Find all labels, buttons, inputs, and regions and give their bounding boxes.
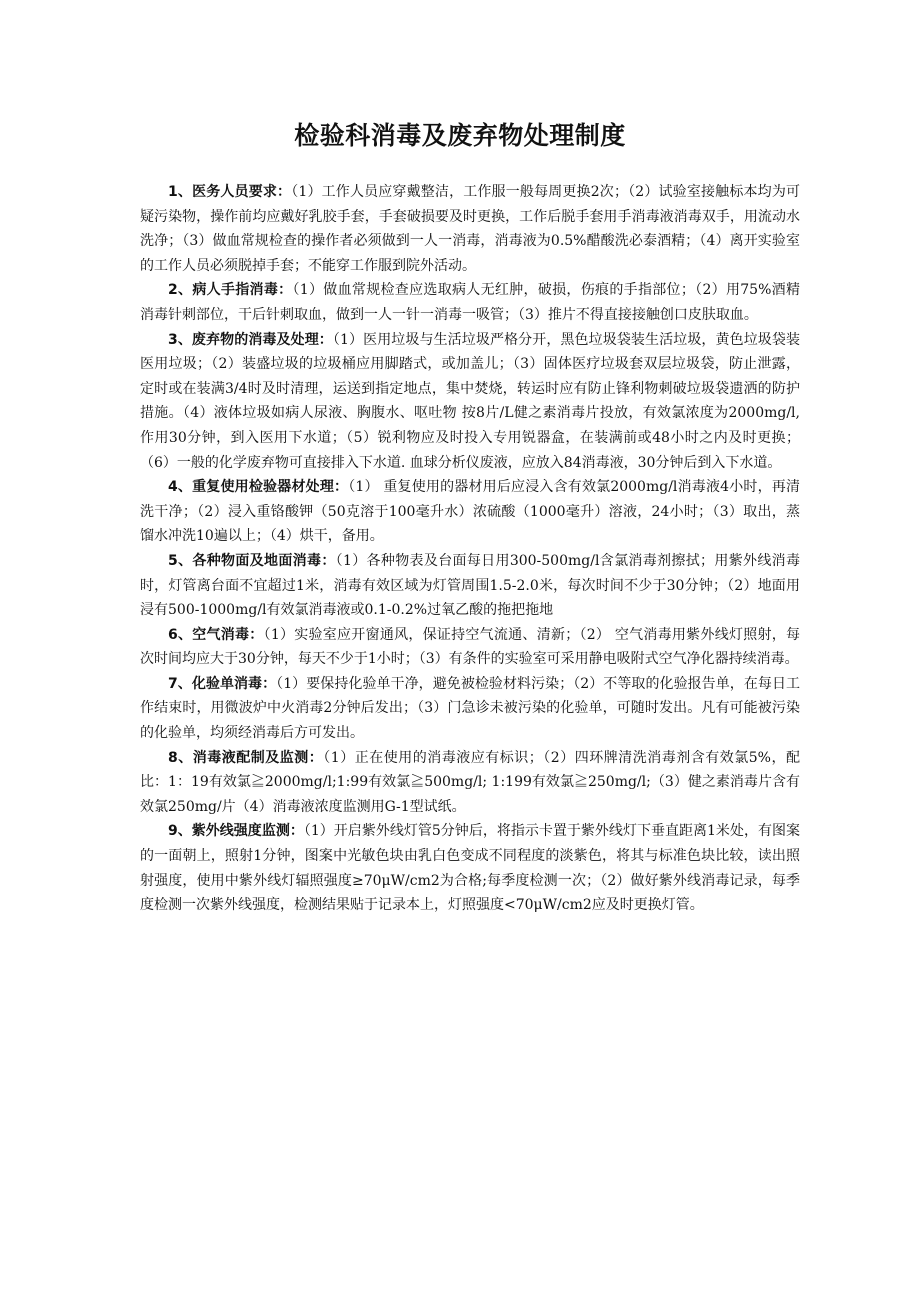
section-2-heading: 2、病人手指消毒： xyxy=(168,282,293,299)
section-1-text: （1）工作人员应穿戴整洁，工作服一般每周更换2次；（2）试验室接触标本均为可疑污染物，操作前均应戴好乳胶手套，手套破损要及时更换，工作后脱手套用手消毒液消毒双手，用流动水洗净；（3）做血常规检查的操作者必须做到一人一消毒，消毒液为0.5%醋酸洗必泰酒精；（4）离开实验室的工作人员必须脱掉手套；不能穿工作服到院外活动。 xyxy=(140,184,800,274)
section-7-heading: 7、化验单消毒： xyxy=(168,675,277,692)
section-9-text: （1）开启紫外线灯管5分钟后，将指示卡置于紫外线灯下垂直距离1米处，有图案的一面朝上，照射1分钟，图案中光敏色块由乳白色变成不同程度的淡紫色，将其与标准色块比较，读出照射强度，使用中紫外线灯辐照强度≥70μW/cm2为合格;每季度检测一次；（2）做好紫外线消毒记录，每季度检测一次紫外线强度，检测结果贴于记录本上，灯照强度<70μW/cm2应及时更换灯管。 xyxy=(140,823,800,914)
document-body xyxy=(140,180,800,918)
section-6-heading: 6、空气消毒： xyxy=(168,626,264,643)
section-5-paragraph xyxy=(140,549,800,623)
section-8-text: （1）正在使用的消毒液应有标识；（2）四环牌清洗消毒剂含有效氯5%，配比：1：19有效氯≧2000mg/l;1:99有效氯≧500mg/l; 1:199有效氯≧250mg/l;（3）健之素消毒片含有效氯250mg/片（4）消毒液浓度监测用G-1型试纸。 xyxy=(140,749,800,815)
section-3-text: （1）医用垃圾与生活垃圾严格分开，黑色垃圾袋装生活垃圾，黄色垃圾袋装医用垃圾；（2）装盛垃圾的垃圾桶应用脚踏式，或加盖儿；（3）固体医疗垃圾套双层垃圾袋，防止泄露，定时或在装满3/4时及时清理，运送到指定地点，集中焚烧，转运时应有防止锋利物刺破垃圾袋遗洒的防护措施。（4）液体垃圾如病人尿液、胸腹水、呕吐物 按8片/L健之素消毒片投放，有效氯浓度为2000mg/l,作用30分钟，到入医用下水道；（5）锐利物应及时投入专用锐器盒，在装满前或48小时之内及时更换；（6）一般的化学废弃物可直接排入下水道. 血球分析仪废液，应放入84消毒液，30分钟后到入下水道。 xyxy=(140,331,800,471)
section-6-paragraph xyxy=(140,623,800,672)
section-4-paragraph xyxy=(140,475,800,549)
section-4-text: （1） 重复使用的器材用后应浸入含有效氯2000mg/l消毒液4小时，再清洗干净；（2）浸入重铬酸钾（50克溶于100毫升水）浓硫酸（1000毫升）溶液，24小时；（3）取出，蒸馏水冲洗10遍以上；（4）烘干，备用。 xyxy=(140,479,800,545)
section-9-heading: 9、紫外线强度监测： xyxy=(168,823,304,840)
section-5-heading: 5、各种物面及地面消毒： xyxy=(168,552,336,569)
section-2-text: （1）做血常规检查应选取病人无红肿，破损，伤痕的手指部位；（2）用75%酒精消毒针刺部位，干后针刺取血，做到一人一针一消毒一吸管；（3）推片不得直接接触创口皮肤取血。 xyxy=(140,282,800,323)
section-1-heading: 1、医务人员要求： xyxy=(168,184,292,200)
document-title: 检验科消毒及废弃物处理制度 xyxy=(294,121,626,150)
section-8-paragraph xyxy=(140,746,800,820)
section-7-text: （1）要保持化验单干净，避免被检验材料污染；（2）不等取的化验报告单，在每日工作结束时，用微波炉中火消毒2分钟后发出；（3）门急诊未被污染的化验单，可随时发出。凡有可能被污染的化验单，均须经消毒后方可发出。 xyxy=(140,675,800,742)
section-2-paragraph xyxy=(140,278,800,327)
section-9-paragraph xyxy=(140,819,800,917)
section-5-text: （1）各种物表及台面每日用300-500mg/l含氯消毒剂擦拭；用紫外线消毒时，灯管离台面不宜超过1米，消毒有效区域为灯管周围1.5-2.0米，每次时间不少于30分钟；（2）地面用浸有500-1000mg/l有效氯消毒液或0.1-0.2%过氧乙酸的拖把拖地 xyxy=(140,552,800,619)
section-7-paragraph xyxy=(140,672,800,746)
section-3-heading: 3、废弃物的消毒及处理： xyxy=(168,331,333,348)
section-1-paragraph xyxy=(140,180,800,278)
section-6-text: （1）实验室应开窗通风，保证持空气流通、清新；（2） 空气消毒用紫外线灯照射，每次时间均应大于30分钟，每天不少于1小时；（3）有条件的实验室可采用静电吸附式空气净化器持续消毒。 xyxy=(140,626,801,668)
section-3-paragraph xyxy=(140,328,800,476)
section-8-heading: 8、消毒液配制及监测： xyxy=(168,749,324,766)
section-4-heading: 4、重复使用检验器材处理： xyxy=(168,479,349,496)
